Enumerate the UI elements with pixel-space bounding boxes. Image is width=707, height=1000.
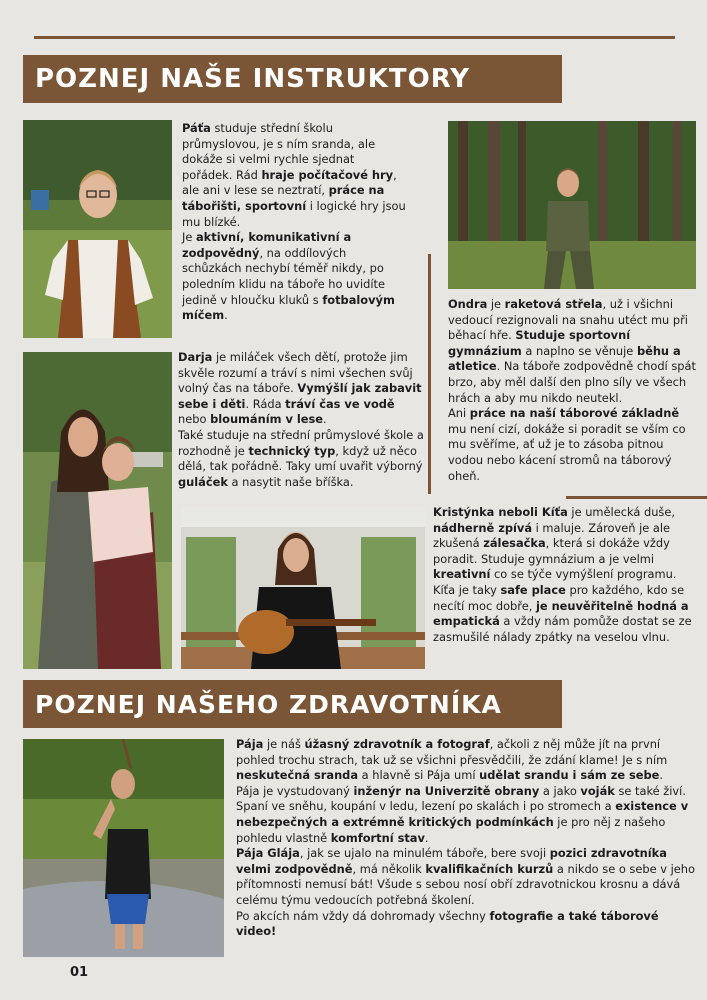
bio-text: co se týče vymýšlení programu. Kíťa je taky <box>433 567 677 597</box>
bio-highlight: je neuvěřitelně hodná a empatická <box>433 598 689 629</box>
section-title-text: POZNEJ NAŠEHO ZDRAVOTNÍKA <box>35 689 502 719</box>
bio-text: . <box>424 830 429 845</box>
bio-text: , ačkoli z něj může jít na první pohled trochu strach, tak už se všichni přesvědčili, že zdání klame! Je s ním <box>236 737 668 767</box>
bio-text: Ani <box>448 406 470 421</box>
bio-highlight: práce na naší táborové základně <box>469 406 680 421</box>
bio-highlight: aktivní, komunikativní a zodpovědný <box>182 230 352 260</box>
bio-highlight: safe place <box>500 582 566 597</box>
bio-text: se také živí. Spaní ve sněhu, koupání v ledu, lezení po skalách i po stromech a <box>236 783 686 814</box>
name-kita: Kristýnka neboli Kíťa <box>433 505 568 519</box>
bio-text: . <box>659 768 664 783</box>
bio-highlight: komfortní stav <box>330 830 425 845</box>
bio-text: Také studuje na střední průmyslové škole a rozhodně je <box>178 427 424 458</box>
bio-text: Je <box>182 230 196 245</box>
bio-highlight: úžasný zdravotník a fotograf <box>304 737 490 751</box>
bio-text: a hlavně si Pája umí <box>358 768 480 783</box>
bio-text: pro každého, kdo se necítí moc dobře, <box>433 582 685 613</box>
bio-text: , má několik <box>352 861 426 876</box>
bio-text: a nikdo se o sebe v jeho přítomnosti nemusí bát! Všude s sebou nosí obří zdravotnickou krosnu a dává celému týmu vedoucích potřebná školení. <box>236 861 695 907</box>
bio-text: a jako <box>539 783 581 798</box>
bio-pata <box>182 121 408 324</box>
photo-pata <box>23 120 172 338</box>
bio-highlight: kvalifikačních kurzů <box>425 861 554 876</box>
bio-text: , která si dokáže vždy poradit. Studuje gymnázium a je velmi <box>433 536 670 566</box>
bio-text: a nasytit naše bříška. <box>227 474 354 489</box>
bio-highlight: fotbalovým míčem <box>182 292 395 323</box>
bio-highlight: pozici zdravotníka velmi zodpovědně <box>236 846 667 876</box>
bio-text: , na oddílových schůzkách nechybí téměř nikdy, po poledním klidu na táboře ho uvidíte jedině v hloučku kluků s <box>182 245 386 307</box>
bio-highlight: fotografie a také táborové video! <box>236 908 659 939</box>
bio-kita <box>433 505 701 645</box>
bio-highlight: hraje počítačové hry <box>261 167 394 182</box>
bio-text: . <box>224 308 228 323</box>
bio-text: je <box>487 297 505 311</box>
bio-text: . <box>322 412 327 427</box>
top-rule <box>34 36 675 39</box>
bio-highlight: nádherně zpívá <box>433 520 533 535</box>
photo-kita <box>181 507 425 669</box>
bio-text: je pro něj z našeho pohledu vlastně <box>236 814 666 845</box>
bio-text: . Na táboře zodpovědně chodí spát brzo, aby měl další den plno síly ve všech hrách a aby mu nikdo neutekl. <box>448 359 696 405</box>
bio-text: a vždy nám pomůže dostat se ze zasmušilé nálady zpátky na veselou vlnu. <box>433 614 692 644</box>
bio-highlight: inženýr na Univerzitě obrany <box>353 783 540 798</box>
page-number: 01 <box>70 965 89 980</box>
photo-ondra <box>448 121 696 289</box>
bio-text: a naplno se věnuje <box>521 343 637 358</box>
name-darja: Darja <box>178 350 213 364</box>
bio-darja <box>178 350 424 490</box>
divider-vertical <box>428 254 431 494</box>
bio-text: mu není cizí, dokáže si poradit se vším co mu svěříme, ať už je to zásoba pitnou vodou nebo kácení stromů na táborový oheň. <box>448 421 686 483</box>
divider-horizontal <box>566 496 707 499</box>
bio-highlight: existence v nebezpečných a extrémně kritických podmínkách <box>236 799 689 829</box>
name-paja-glaja: Pája Glája <box>236 846 300 861</box>
bio-text: , ale ani v lese se neztratí, <box>182 167 397 198</box>
bio-highlight: raketová střela <box>504 297 603 311</box>
bio-text: . Ráda <box>245 396 286 411</box>
bio-highlight: voják <box>580 783 615 798</box>
bio-text: , jak se ujalo na minulém táboře, bere svoji <box>299 846 550 861</box>
bio-paja <box>236 737 700 940</box>
name-ondra: Ondra <box>448 297 488 311</box>
bio-text: studuje střední školu průmyslovou, je s ním sranda, ale dokáže si velmi rychle sjednat pořádek. Rád <box>182 121 376 182</box>
section-title-text: POZNEJ NAŠE INSTRUKTORY <box>35 64 471 94</box>
bio-text: , když už něco dělá, tak pořádně. Taky umí uvařit výborný <box>178 443 423 474</box>
photo-darja <box>23 352 172 669</box>
name-paja: Pája <box>236 737 264 751</box>
bio-text: i maluje. Zároveň je ale zkušená <box>433 520 671 551</box>
bio-text: je umělecká duše, <box>567 505 675 519</box>
bio-highlight: udělat srandu i sám ze sebe <box>479 768 660 783</box>
bio-highlight: tráví čas ve vodě <box>285 396 395 411</box>
bio-highlight: bloumáním v lese <box>210 412 323 427</box>
bio-highlight: práce na tábořišti, sportovní <box>182 183 385 213</box>
bio-highlight: Vymýšlí jak zabavit sebe i děti <box>178 381 422 411</box>
bio-text: , už i všichni vedoucí rezignovali na snahu utéct mu při běhací hře. <box>448 297 688 343</box>
bio-highlight: guláček <box>178 474 228 489</box>
bio-text: je náš <box>263 737 305 751</box>
bio-highlight: technický typ <box>248 443 336 458</box>
bio-highlight: zálesačka <box>483 536 546 551</box>
bio-text: je miláček všech dětí, protože jim skvěle rozumí a tráví s nimi všechen svůj volný čas na táboře. <box>178 350 413 396</box>
section-title-medic <box>23 680 562 728</box>
bio-ondra <box>448 297 698 484</box>
bio-text: i logické hry jsou mu blízké. <box>182 198 406 229</box>
section-title-instructors <box>23 55 562 103</box>
name-pata: Páťa <box>182 121 211 135</box>
bio-text: Po akcích nám vždy dá dohromady všechny <box>236 908 490 923</box>
bio-highlight: neskutečná sranda <box>236 768 359 783</box>
bio-highlight: kreativní <box>433 567 491 582</box>
bio-text: nebo <box>178 412 211 427</box>
bio-highlight: Studuje sportovní gymnázium <box>448 328 631 358</box>
bio-highlight: běhu a atletice <box>448 343 681 374</box>
photo-paja <box>23 739 224 957</box>
bio-text: Pája je vystudovaný <box>236 783 354 798</box>
